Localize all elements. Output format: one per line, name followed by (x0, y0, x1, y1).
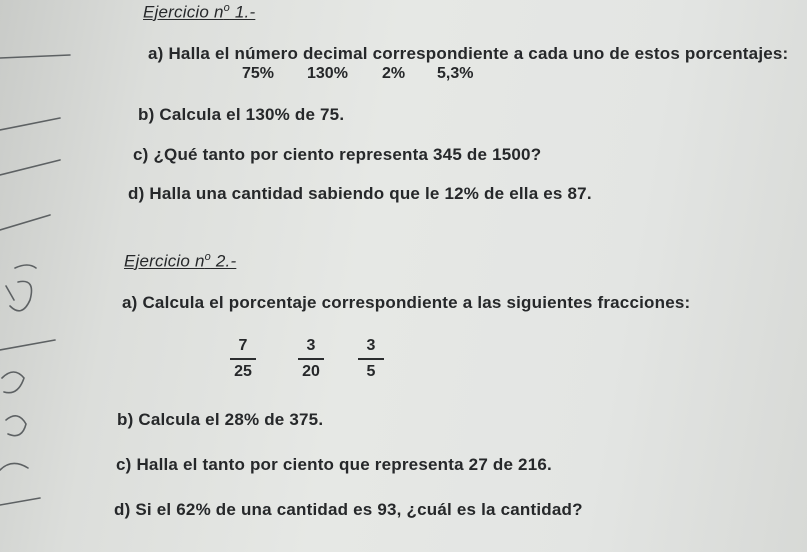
percentage-130: 130% (307, 65, 348, 82)
fraction-denominator: 5 (366, 363, 376, 380)
fraction-numerator: 3 (306, 337, 316, 354)
exercise-2-title-end: 2.- (210, 251, 237, 271)
exercise-1-title-end: 1.- (229, 2, 256, 22)
exercise-2-title-sup: o (204, 251, 211, 263)
exercise-1-item-c: c) ¿Qué tanto por ciento representa 345 de 1500? (133, 145, 542, 164)
exercise-2-item-b: b) Calcula el 28% de 375. (117, 410, 324, 429)
fraction-7-25 (228, 337, 258, 381)
fraction-bar (230, 358, 256, 360)
exercise-1-item-a: a) Halla el número decimal correspondiente a cada uno de estos porcentajes: (148, 44, 789, 63)
fraction-bar (298, 358, 324, 360)
exercise-1-item-d: d) Halla una cantidad sabiendo que le 12% de ella es 87. (128, 184, 592, 203)
exercise-1-item-b: b) Calcula el 130% de 75. (138, 105, 345, 124)
exercise-2-item-d: d) Si el 62% de una cantidad es 93, ¿cuál es la cantidad? (114, 500, 583, 519)
exercise-2-title-text: Ejercicio n (124, 251, 205, 271)
fraction-denominator: 25 (234, 363, 252, 380)
exercise-1-title-text: Ejercicio n (143, 2, 224, 22)
fraction-3-5 (356, 337, 386, 381)
handwritten-margin-marks (0, 0, 120, 552)
fraction-numerator: 7 (238, 337, 248, 354)
exercise-1-title (143, 2, 255, 23)
fraction-denominator: 20 (302, 363, 320, 380)
percentage-2: 2% (382, 65, 406, 82)
fraction-3-20 (296, 337, 326, 381)
exercise-2-item-a: a) Calcula el porcentaje correspondiente a las siguientes fracciones: (122, 293, 691, 312)
exercise-2-item-c: c) Halla el tanto por ciento que representa 27 de 216. (116, 455, 552, 474)
percentage-5-3: 5,3% (437, 65, 474, 82)
percentage-75: 75% (242, 65, 275, 82)
exercise-1-title-sup: o (223, 2, 230, 14)
fraction-bar (358, 358, 384, 360)
exercise-2-title (124, 251, 236, 272)
fraction-numerator: 3 (366, 337, 376, 354)
